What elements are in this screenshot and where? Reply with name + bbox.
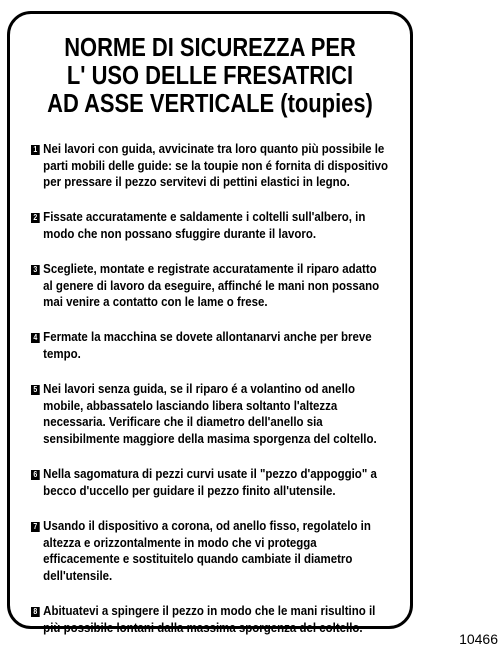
rule-1: 1 Nei lavori con guida, avvicinate tra loro quanto più possibile le parti mobili delle guide: se la toupie non é fornita di dispositivo per pressare il pezzo servitevi di pettini elastici in legno. [31, 141, 388, 191]
rule-number-badge: 1 [31, 145, 40, 155]
rule-number-badge: 8 [31, 607, 40, 617]
title-line-1: NORME DI SICUREZZA PER [64, 34, 356, 62]
rule-6: 6 Nella sagomatura di pezzi curvi usate il "pezzo d'appoggio" a becco d'uccello per guidare il pezzo finito all'utensile. [31, 466, 377, 499]
rule-5: 5 Nei lavori senza guida, se il riparo é a volantino od anello mobile, abbassatelo lasciando libera soltanto l'altezza necessaria. Verificare che il diametro dell'anello sia sensibilmente maggiore della masima sporgenza del coltello. [31, 381, 377, 447]
rule-number-badge: 3 [31, 265, 40, 275]
title-line-2: L' USO DELLE FRESATRICI [66, 62, 354, 90]
rule-number-badge: 2 [31, 213, 40, 223]
rule-3: 3 Scegliete, montate e registrate accuratamente il riparo adatto al genere di lavoro da eseguire, affinché le mani non possano mai venire a contatto con le lame o frese. [31, 261, 379, 311]
rule-number-badge: 5 [31, 385, 40, 395]
rule-2: 2 Fissate accuratamente e saldamente i coltelli sull'albero, in modo che non possano sfuggire durante il lavoro. [31, 209, 365, 242]
rule-7: 7 Usando il dispositivo a corona, od anello fisso, regolatelo in altezza e orizzontalmente in modo che vi protegga efficacemente e sostituitelo quando cambiate il diametro dell'utensile. [31, 518, 371, 584]
product-code: 10466 [459, 631, 498, 647]
title-line-3: AD ASSE VERTICALE (toupies) [47, 90, 373, 118]
rule-number-badge: 7 [31, 522, 40, 532]
rule-number-badge: 4 [31, 333, 40, 343]
rule-4: 4 Fermate la macchina se dovete allontanarvi anche per breve tempo. [31, 329, 372, 362]
safety-sign [7, 11, 413, 635]
rule-8: 8 Abituatevi a spingere il pezzo in modo che le mani risultino il più possibile lontani dalla massima sporgenza del coltello. [31, 603, 375, 636]
sign-title [38, 34, 382, 118]
rule-number-badge: 6 [31, 470, 40, 480]
